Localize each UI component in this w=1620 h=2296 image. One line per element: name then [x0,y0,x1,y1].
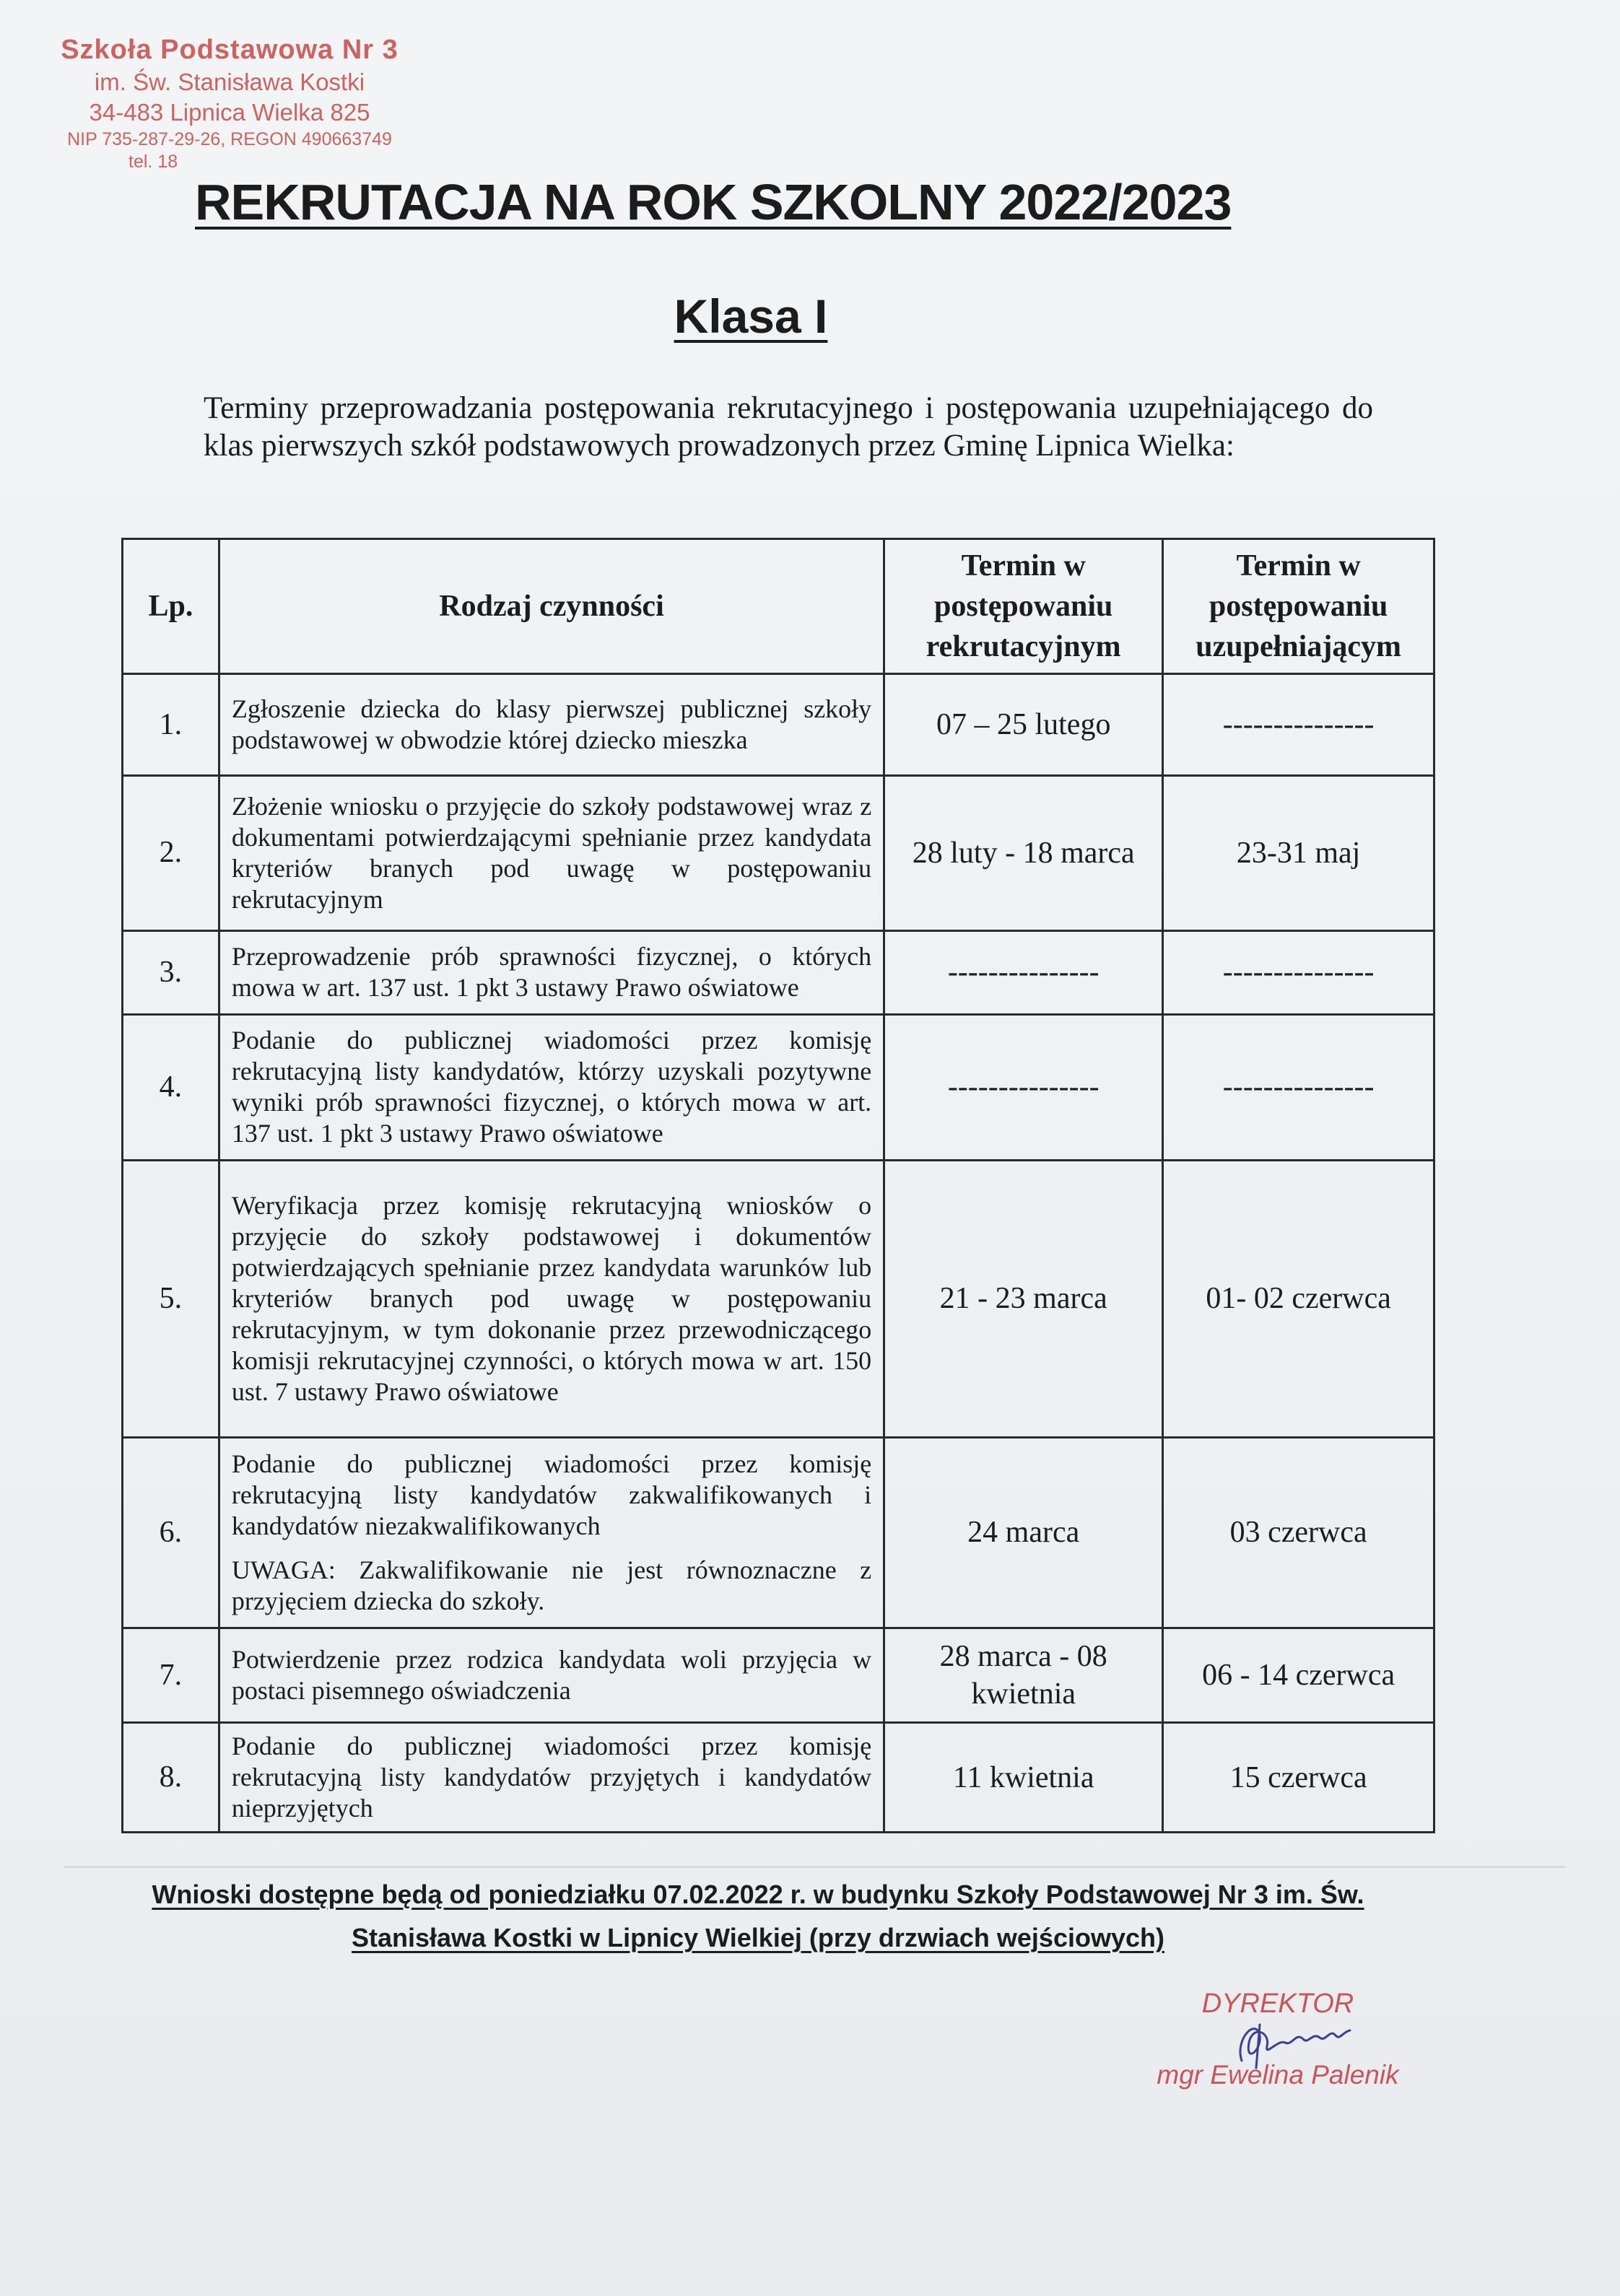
school-stamp [27,35,432,173]
table-row [123,1160,1434,1437]
row-supplementary-date: 06 - 14 czerwca [1163,1628,1434,1723]
table-row [123,930,1434,1014]
stamp-school-name: Szkoła Podstawowa Nr 3 [61,35,399,65]
page-subtitle: Klasa I [674,289,828,343]
row-recruitment-date: 11 kwietnia [884,1723,1163,1833]
row-activity: Złożenie wniosku o przyjęcie do szkoły podstawowej wraz z dokumentami potwierdzającymi spełnianie przez kandydata kryteriów branych pod uwagę w postępowaniu rekrutacyjnym [219,776,884,930]
footer-notice [108,1873,1408,1960]
stamp-nip-regon: NIP 735-287-29-26, REGON 490663749 [67,129,392,149]
row-number: 8. [123,1723,219,1833]
row-recruitment-date: --------------- [884,1014,1163,1160]
row-recruitment-date: --------------- [884,930,1163,1014]
row-number: 2. [123,776,219,930]
row-recruitment-date: 28 marca - 08 kwietnia [884,1628,1163,1723]
table-row [123,674,1434,776]
row-activity: Przeprowadzenie prób sprawności fizycznej, o których mowa w art. 137 ust. 1 pkt 3 ustawy Prawo oświatowe [219,930,884,1014]
page-title: REKRUTACJA NA ROK SZKOLNY 2022/2023 [195,174,1232,230]
row-recruitment-date: 21 - 23 marca [884,1160,1163,1437]
director-title: DYREKTOR [1201,1989,1354,2019]
table-header-row [123,539,1434,674]
row-number: 1. [123,674,219,776]
row-note: UWAGA: Zakwalifikowanie nie jest równoznaczne z przyjęciem dziecka do szkoły. [231,1555,872,1615]
row-activity: Potwierdzenie przez rodzica kandydata woli przyjęcia w postaci pisemnego oświadczenia [219,1628,884,1723]
table-row [123,1723,1434,1833]
paper-fold-line [64,1866,1565,1868]
footer-line-1: Wnioski dostępne będą od poniedziałku 07.02.2022 r. w budynku Szkoły Podstawowej Nr 3 im. Św. [152,1880,1364,1909]
row-supplementary-date: --------------- [1163,1014,1434,1160]
row-number: 5. [123,1160,219,1437]
row-activity: Weryfikacja przez komisję rekrutacyjną wniosków o przyjęcie do szkoły podstawowej i dokumentów potwierdzających spełnianie przez kandydata warunków lub kryteriów branych pod uwagę w postępowaniu rekrutacyjnym, w tym dokonanie przez przewodniczącego komisji rekrutacyjnej czynności, o których mowa w art. 150 ust. 7 ustawy Prawo oświatowe [219,1160,884,1437]
row-number: 4. [123,1014,219,1160]
row-supplementary-date: --------------- [1163,930,1434,1014]
row-activity: Zgłoszenie dziecka do klasy pierwszej publicznej szkoły podstawowej w obwodzie której dziecko mieszka [219,674,884,776]
row-number: 6. [123,1437,219,1628]
row-supplementary-date: --------------- [1163,674,1434,776]
stamp-address: 34-483 Lipnica Wielka 825 [89,99,370,126]
table-row [123,1014,1434,1160]
footer-line-2: Stanisława Kostki w Lipnicy Wielkiej (przy drzwiach wejściowych) [351,1923,1164,1952]
header-recruitment: Termin w postępowaniu rekrutacyjnym [884,539,1163,674]
row-recruitment-date: 07 – 25 lutego [884,674,1163,776]
table-row [123,1628,1434,1723]
row-activity: Podanie do publicznej wiadomości przez komisję rekrutacyjną listy kandydatów przyjętych i kandydatów nieprzyjętych [219,1723,884,1833]
row-supplementary-date: 23-31 maj [1163,776,1434,930]
header-activity: Rodzaj czynności [219,539,884,674]
intro-paragraph: Terminy przeprowadzania postępowania rekrutacyjnego i postępowania uzupełniającego do klas pierwszych szkół podstawowych prowadzonych przez Gminę Lipnica Wielka: [204,391,1373,463]
stamp-patron: im. Św. Stanisława Kostki [94,69,365,95]
row-recruitment-date: 28 luty - 18 marca [884,776,1163,930]
header-lp: Lp. [123,539,219,674]
table-row [123,1437,1434,1628]
director-name: mgr Ewelina Palenik [1157,2060,1399,2090]
handwritten-signature [1227,2010,1357,2075]
row-supplementary-date: 03 czerwca [1163,1437,1434,1628]
row-activity-cell [219,1437,884,1628]
row-number: 7. [123,1628,219,1723]
row-supplementary-date: 15 czerwca [1163,1723,1434,1833]
header-supplementary: Termin w postępowaniu uzupełniającym [1163,539,1434,674]
row-recruitment-date: 24 marca [884,1437,1163,1628]
stamp-phone: tel. 18 [129,152,178,172]
row-activity: Podanie do publicznej wiadomości przez komisję rekrutacyjną listy kandydatów zakwalifikowanych i kandydatów niezakwalifikowanych [231,1449,872,1540]
row-number: 3. [123,930,219,1014]
schedule-table [121,538,1435,1833]
row-activity: Podanie do publicznej wiadomości przez komisję rekrutacyjną listy kandydatów, którzy uzyskali pozytywne wyniki prób sprawności fizycznej, o których mowa w art. 137 ust. 1 pkt 3 ustawy Prawo oświatowe [219,1014,884,1160]
table-row [123,776,1434,930]
row-supplementary-date: 01- 02 czerwca [1163,1160,1434,1437]
